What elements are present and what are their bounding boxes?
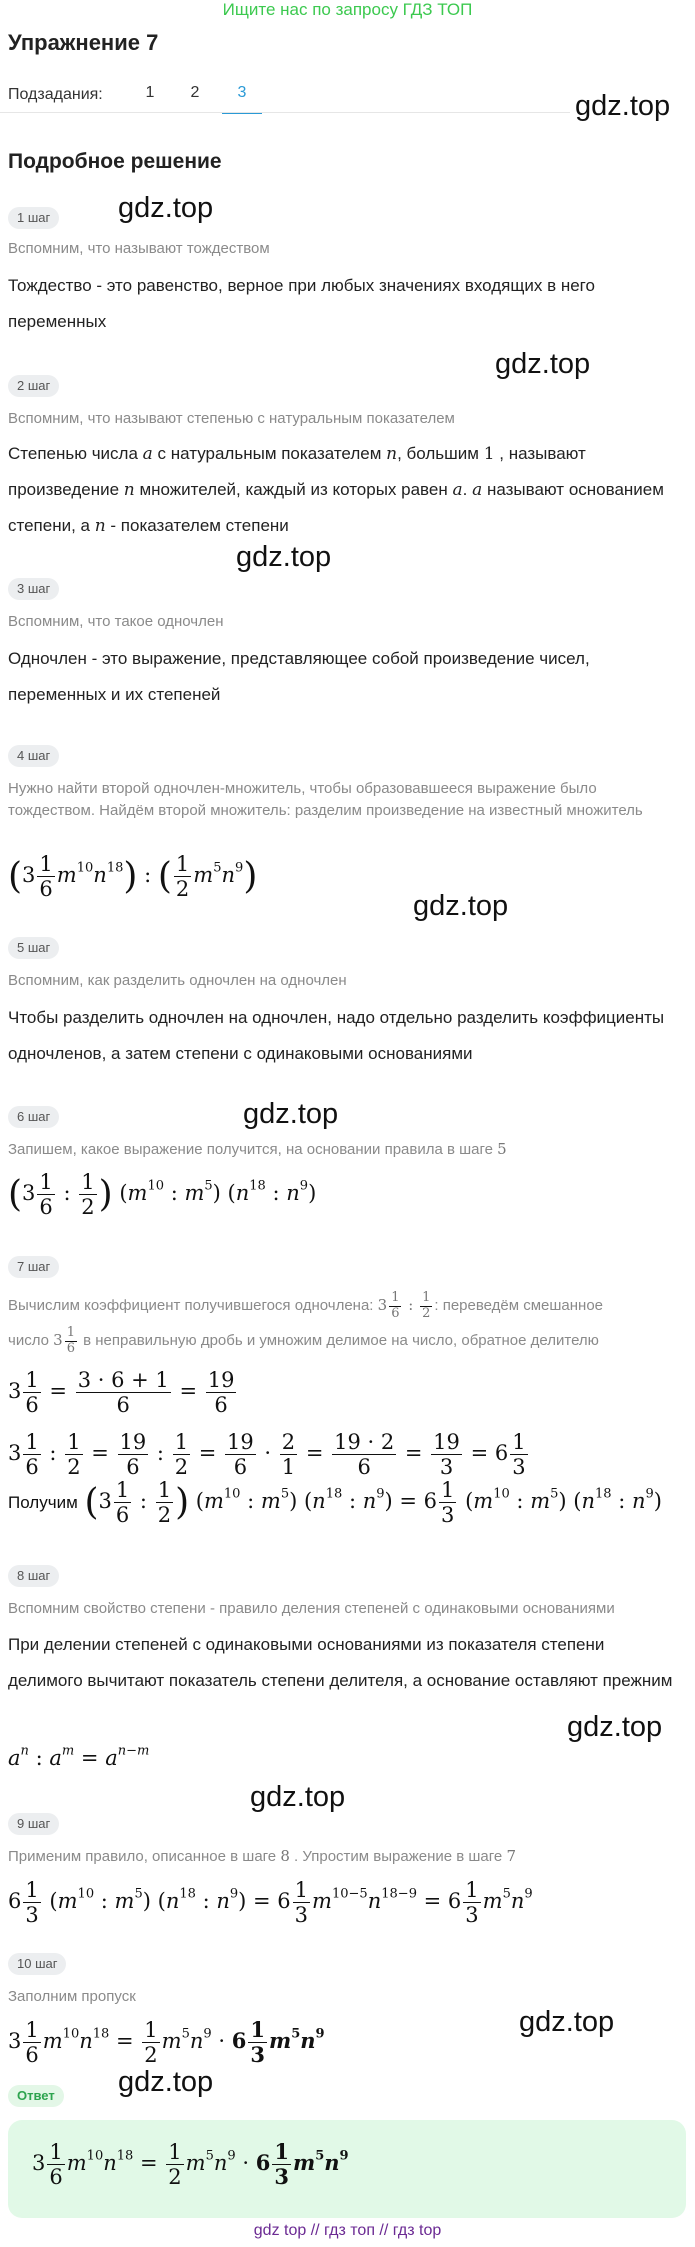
math-expression: (3 $\frac{1}{6}$ $m^{10}n^{18}$) : ( $\frac{1}{2}$ $m^5n^9$) xyxy=(8,852,258,902)
step-badge: 1 шаг xyxy=(8,207,59,229)
tab-subtask-2[interactable]: 2 xyxy=(190,84,200,101)
step-badge: 7 шаг xyxy=(8,1256,59,1278)
step-hint: Нужно найти второй одночлен-множитель, чтобы образовавшееся выражение было тождеством. Найдём второй множитель: разделим произведение на известный множитель xyxy=(8,780,643,819)
step-badge: 10 шаг xyxy=(8,1953,66,1975)
step-text: Одночлен - это выражение, представляющее собой произведение чисел, переменных и их степеней xyxy=(8,649,590,704)
watermark: gdz.top xyxy=(413,890,509,922)
step-text: При делении степеней с одинаковыми основаниями из показателя степени делимого вычитают показатель степени делителя, а основание оставляют прежним xyxy=(8,1635,673,1690)
answer-badge: Ответ xyxy=(8,2085,64,2107)
step-badge: 9 шаг xyxy=(8,1813,59,1835)
watermark: gdz.top xyxy=(118,192,214,224)
tabs-divider xyxy=(0,112,570,113)
watermark: gdz.top xyxy=(243,1098,339,1130)
step-text: Тождество - это равенство, верное при любых значениях входящих в него переменных xyxy=(8,276,595,331)
step-hint: Вспомним, как разделить одночлен на одночлен xyxy=(8,972,347,989)
watermark: gdz.top xyxy=(118,2066,214,2098)
step-badge: 8 шаг xyxy=(8,1565,59,1587)
tab-subtask-3[interactable]: 3 xyxy=(222,84,262,114)
step-hint: Вспомним свойство степени - правило деления степеней с одинаковыми основаниями xyxy=(8,1600,615,1617)
watermark: gdz.top xyxy=(495,348,591,380)
watermark: gdz.top xyxy=(236,541,332,573)
step-hint: Вспомним, что называют степенью с натуральным показателем xyxy=(8,410,455,427)
math-expression: 3 $\frac{1}{6}$ = $\frac{3 \cdot 6 + 1}{6}$ = $\frac{19}{6}$ xyxy=(8,1368,235,1418)
top-banner[interactable]: Ищите нас по запросу ГДЗ ТОП xyxy=(222,0,473,19)
step-hint: Заполним пропуск xyxy=(8,1988,136,2005)
math-expression: $a^n$ : $a^m = a^{n-m}$ xyxy=(8,1743,150,1770)
math-expression: 6 $\frac{1}{3}$ ($m^{10}$ : $m^5$) ($n^{18}$ : $n^9) = 6$ $\frac{1}{3}$ $m^{10-5}n^{18-9} = 6$ $\frac{1}{3}$ $m^5n^9$ xyxy=(8,1878,533,1928)
step-badge: 2 шаг xyxy=(8,375,59,397)
math-expression: 3 $\frac{1}{6}$ $m^{10}n^{18}$ = $\frac{1}{2}$ $m^5n^9 \cdot 6$ $\frac{1}{3}$ $m^5n^9$ xyxy=(8,2017,325,2068)
step-text: Степенью числа a с натуральным показателем n, большим 1 , называют произведение n множителей, каждый из которых равен a. a называют основанием степени, а n - показателем степени xyxy=(8,444,664,536)
math-expression: 3 $\frac{1}{6}$ : $\frac{1}{2}$ = $\frac{19}{6}$ : $\frac{1}{2}$ = $\frac{19}{6}$ · $\frac{2}{1}$ = $\frac{19 \cdot 2}{6}$ = $\frac{19}{3}$ = 6 $\frac{1}{3}$ xyxy=(8,1430,526,1480)
subtasks-label: Подзадания: xyxy=(8,86,103,103)
step-badge: 4 шаг xyxy=(8,745,59,767)
math-expression: (3 $\frac{1}{6}$ : $\frac{1}{2}$ ) ($m^{10}$ : $m^5$) ($n^{18}$ : $n^9$) xyxy=(8,1170,317,1220)
step-hint: Вспомним, что называют тождеством xyxy=(8,240,270,257)
page-title: Упражнение 7 xyxy=(8,30,159,55)
footer-links[interactable]: gdz top // гдз топ // гдз top xyxy=(253,2222,442,2239)
answer-expression: 3 $\frac{1}{6}$ $m^{10}n^{18}$ = $\frac{1}{2}$ $m^5n^9 \cdot 6$ $\frac{1}{3}$ $m^5n^9$ xyxy=(32,2139,349,2190)
step-text: Чтобы разделить одночлен на одночлен, надо отдельно разделить коэффициенты одночленов, а затем степени с одинаковыми основаниями xyxy=(8,1008,665,1063)
watermark: gdz.top xyxy=(519,2006,615,2038)
step-hint: Запишем, какое выражение получится, на основании правила в шаге 5 xyxy=(8,1140,507,1158)
watermark: gdz.top xyxy=(575,90,671,122)
section-title: Подробное решение xyxy=(8,150,222,173)
step-badge: 3 шаг xyxy=(8,578,59,600)
math-expression: Получим (3 $\frac{1}{6}$ : $\frac{1}{2}$ ) ($m^{10}$ : $m^5$) ($n^{18}$ : $n^9) = 6$ $\frac{1}{3}$ ($m^{10}$ : $m^5$) ($n^{18}$ : $n^9$) xyxy=(8,1478,662,1528)
step-hint: Вспомним, что такое одночлен xyxy=(8,613,224,630)
watermark: gdz.top xyxy=(250,1781,346,1813)
tab-subtask-1[interactable]: 1 xyxy=(145,84,155,101)
step-hint: Применим правило, описанное в шаге 8 . Упростим выражение в шаге 7 xyxy=(8,1847,516,1865)
step-hint: Вычислим коэффициент получившегося одночлена: 3 $\frac{1}{6}$ : $\frac{1}{2}$ : переведём смешанное число 3 $\frac{1}{6}$ в неправильную дробь и умножим делимое на число, обратное делителю xyxy=(8,1289,604,1356)
step-badge: 5 шаг xyxy=(8,937,59,959)
step-badge: 6 шаг xyxy=(8,1106,59,1128)
watermark: gdz.top xyxy=(567,1711,663,1743)
